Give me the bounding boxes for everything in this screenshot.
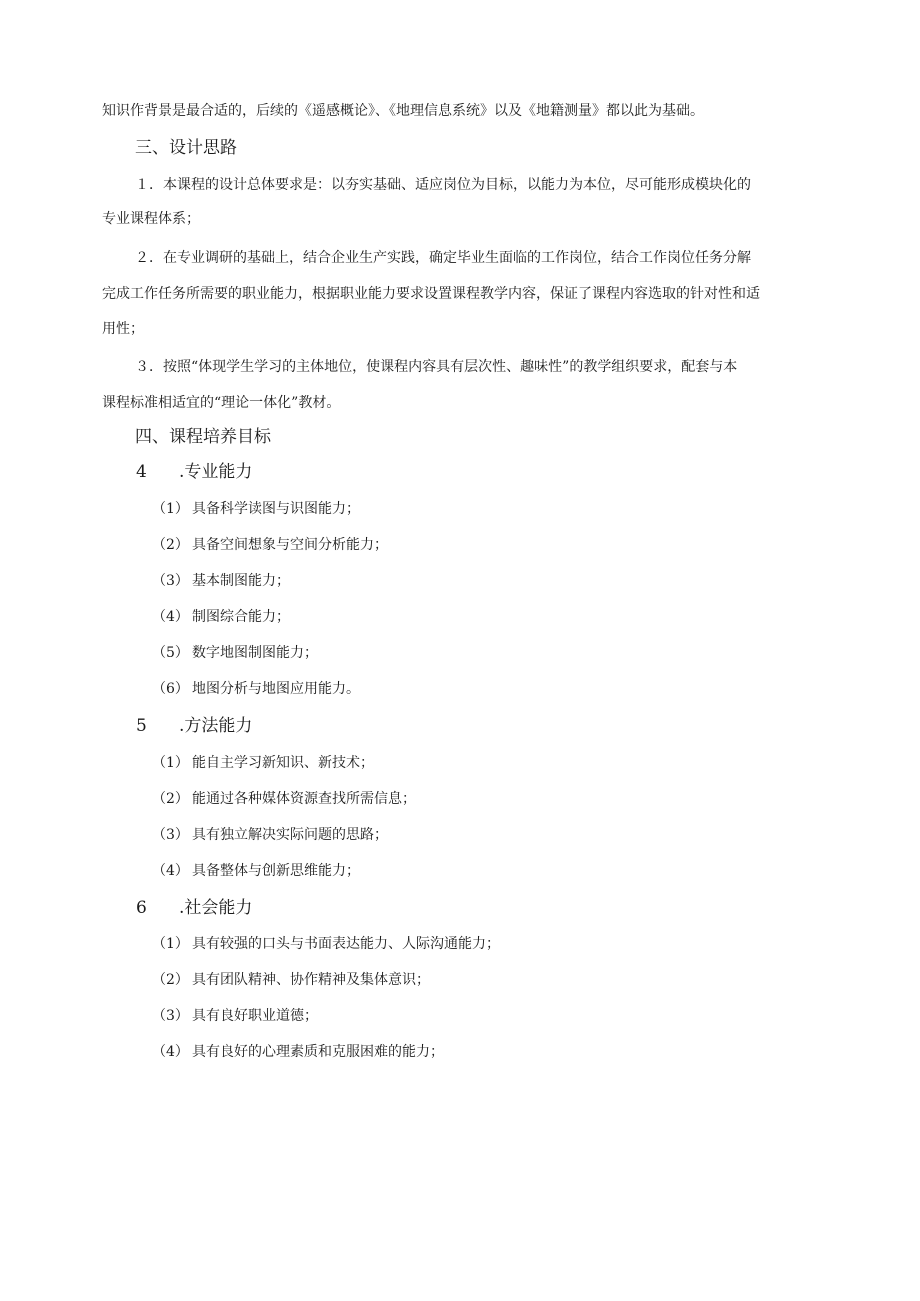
list-item: [152, 499, 360, 519]
list-item-text: 具有良好职业道德；: [192, 1008, 318, 1024]
goal-group-heading: [136, 897, 336, 919]
list-item-text: 具有良好的心理素质和克服困难的能力；: [192, 1044, 444, 1060]
list-item-text: 地图分析与地图应用能力。: [192, 681, 360, 697]
design-paragraph-2-line-2: 完成工作任务所需要的职业能力，根据职业能力要求设置课程教学内容，保证了课程内容选取的针对性和适: [102, 286, 760, 302]
list-item-text: 基本制图能力；: [192, 573, 290, 589]
goal-group-heading: [136, 461, 336, 483]
design-paragraph-1-line-1: １．本课程的设计总体要求是：以夯实基础、适应岗位为目标，以能力为本位，尽可能形成模块化的: [135, 177, 751, 193]
design-paragraph-3-line-1: ３．按照“体现学生学习的主体地位，使课程内容具有层次性、趣味性”的教学组织要求，配套与本: [135, 359, 738, 375]
list-item: [152, 607, 290, 627]
list-item-number: （4）: [152, 863, 189, 879]
goal-group-number: 4: [136, 462, 147, 482]
list-item-number: （4）: [152, 609, 189, 625]
section-heading-goals: 四、课程培养目标: [135, 427, 271, 447]
list-item-number: （4）: [152, 1044, 189, 1060]
list-item-text: 具备整体与创新思维能力；: [192, 863, 360, 879]
goal-group-label: .社会能力: [179, 898, 253, 918]
goal-group-label: .方法能力: [179, 716, 253, 736]
list-item-number: （3）: [152, 573, 189, 589]
list-item-text: 具有团队精神、协作精神及集体意识；: [192, 972, 430, 988]
list-item: [152, 753, 374, 773]
goal-group-label: .专业能力: [179, 462, 253, 482]
list-item: [152, 535, 388, 555]
list-item-text: 能自主学习新知识、新技术；: [192, 755, 374, 771]
list-item-text: 具备空间想象与空间分析能力；: [192, 537, 388, 553]
list-item: [152, 934, 500, 954]
intro-line: 知识作背景是最合适的，后续的《遥感概论》、《地理信息系统》以及《地籍测量》都以此为基础。: [102, 103, 704, 119]
list-item: [152, 1006, 318, 1026]
list-item-text: 具有较强的口头与书面表达能力、人际沟通能力；: [192, 936, 500, 952]
list-item-number: （3）: [152, 827, 189, 843]
list-item-number: （6）: [152, 681, 189, 697]
list-item-number: （5）: [152, 645, 189, 661]
list-item: [152, 679, 360, 699]
list-item-text: 能通过各种媒体资源查找所需信息；: [192, 791, 416, 807]
list-item: [152, 571, 290, 591]
goal-group-heading: [136, 715, 336, 737]
list-item-number: （1）: [152, 936, 189, 952]
list-item-number: （2）: [152, 972, 189, 988]
list-item: [152, 789, 416, 809]
design-paragraph-1-line-2: 专业课程体系；: [102, 211, 200, 227]
list-item-number: （1）: [152, 755, 189, 771]
list-item: [152, 970, 430, 990]
list-item: [152, 643, 318, 663]
list-item-text: 制图综合能力；: [192, 609, 290, 625]
list-item-text: 数字地图制图能力；: [192, 645, 318, 661]
goal-group-number: 6: [136, 898, 147, 918]
list-item: [152, 861, 360, 881]
section-heading-design: 三、设计思路: [135, 138, 237, 158]
list-item-text: 具备科学读图与识图能力；: [192, 501, 360, 517]
list-item-number: （1）: [152, 501, 189, 517]
list-item-number: （2）: [152, 537, 189, 553]
list-item-text: 具有独立解决实际问题的思路；: [192, 827, 388, 843]
list-item-number: （3）: [152, 1008, 189, 1024]
goal-group-number: 5: [136, 716, 147, 736]
list-item: [152, 1042, 444, 1062]
list-item-number: （2）: [152, 791, 189, 807]
design-paragraph-3-line-2: 课程标准相适宜的“理论一体化”教材。: [102, 395, 341, 411]
design-paragraph-2-line-1: ２．在专业调研的基础上，结合企业生产实践，确定毕业生面临的工作岗位，结合工作岗位任务分解: [135, 250, 751, 266]
list-item: [152, 825, 388, 845]
design-paragraph-2-line-3: 用性；: [102, 321, 144, 337]
